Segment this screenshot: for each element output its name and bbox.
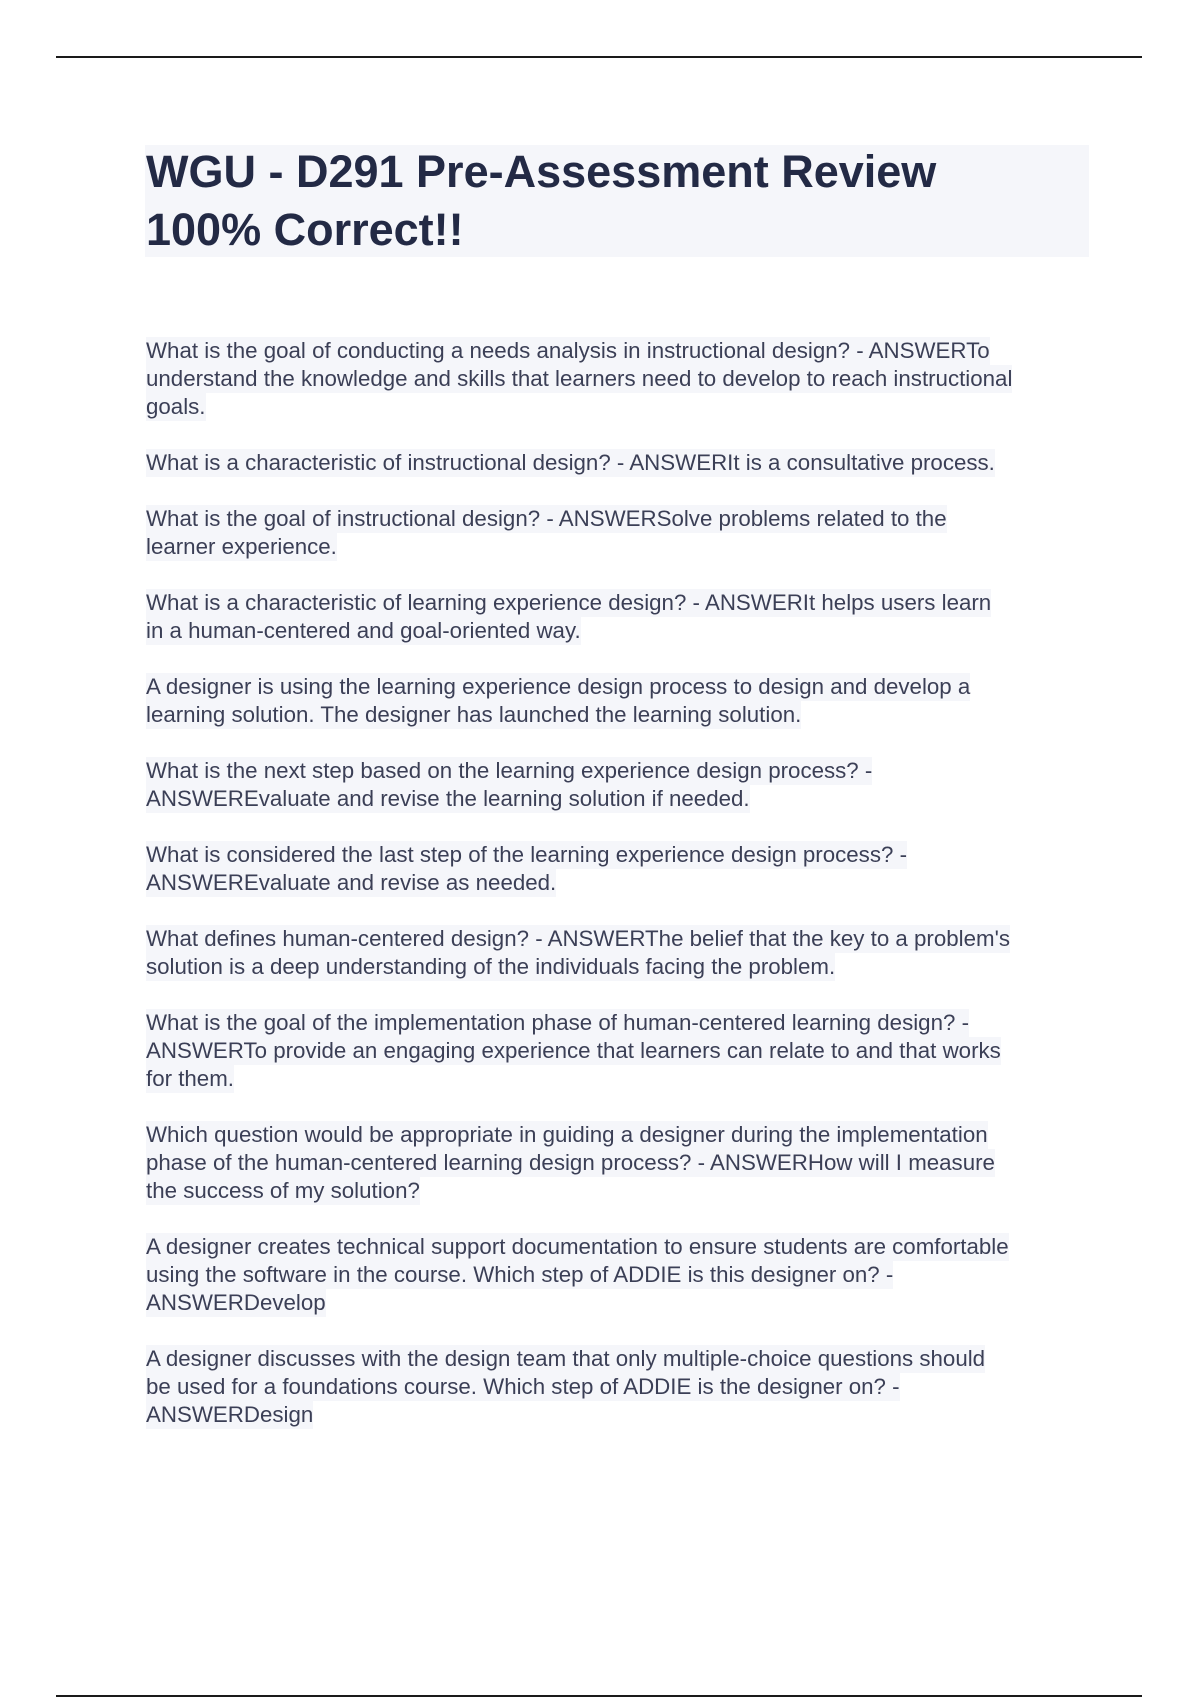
qa-line: solution is a deep understanding of the individuals facing the problem. [146,954,836,979]
qa-item [146,1345,1096,1429]
qa-line: A designer is using the learning experience design process to design and develop a [146,674,971,699]
bottom-rule [56,1695,1142,1697]
qa-line: What defines human-centered design? - ANSWERThe belief that the key to a problem's [146,926,1010,951]
qa-item [146,1233,1096,1317]
qa-line: Which question would be appropriate in guiding a designer during the implementation [146,1122,988,1147]
qa-line: ANSWERTo provide an engaging experience that learners can relate to and that works [146,1038,1001,1063]
qa-item [146,757,1096,813]
qa-item [146,589,1096,645]
qa-line: ANSWERDesign [146,1402,314,1427]
qa-line: ANSWERDevelop [146,1290,326,1315]
qa-line: using the software in the course. Which step of ADDIE is this designer on? - [146,1262,894,1287]
qa-line: goals. [146,394,206,419]
qa-line: be used for a foundations course. Which step of ADDIE is the designer on? - [146,1374,900,1399]
qa-line: What is the goal of conducting a needs analysis in instructional design? - ANSWERTo [146,338,990,363]
qa-line: What is a characteristic of instructional design? - ANSWERIt is a consultative process. [146,450,995,475]
title-line-1: WGU - D291 Pre-Assessment Review [146,146,937,197]
title-line-2: 100% Correct!! [146,204,464,255]
qa-item [146,505,1096,561]
qa-line: the success of my solution? [146,1178,420,1203]
qa-line: ANSWEREvaluate and revise as needed. [146,870,557,895]
qa-item [146,337,1096,421]
qa-item [146,1121,1096,1205]
qa-line: A designer creates technical support documentation to ensure students are comfortable [146,1234,1009,1259]
qa-item [146,925,1096,981]
qa-line: A designer discusses with the design team that only multiple-choice questions should [146,1346,986,1371]
qa-item [146,673,1096,729]
qa-item [146,1009,1096,1093]
qa-line: ANSWEREvaluate and revise the learning solution if needed. [146,786,750,811]
page-title [146,143,1076,259]
qa-line: for them. [146,1066,234,1091]
qa-line: What is the next step based on the learning experience design process? - [146,758,873,783]
qa-line: in a human-centered and goal-oriented way. [146,618,581,643]
qa-item [146,841,1096,897]
qa-line: What is the goal of instructional design? - ANSWERSolve problems related to the [146,506,947,531]
qa-line: learner experience. [146,534,337,559]
qa-list [146,337,1096,1457]
qa-line: understand the knowledge and skills that learners need to develop to reach instructional [146,366,1013,391]
qa-line: learning solution. The designer has launched the learning solution. [146,702,802,727]
top-rule [56,56,1142,58]
qa-line: What is a characteristic of learning experience design? - ANSWERIt helps users learn [146,590,992,615]
qa-item [146,449,1096,477]
qa-line: phase of the human-centered learning design process? - ANSWERHow will I measure [146,1150,995,1175]
qa-line: What is the goal of the implementation phase of human-centered learning design? - [146,1010,970,1035]
qa-line: What is considered the last step of the learning experience design process? - [146,842,908,867]
